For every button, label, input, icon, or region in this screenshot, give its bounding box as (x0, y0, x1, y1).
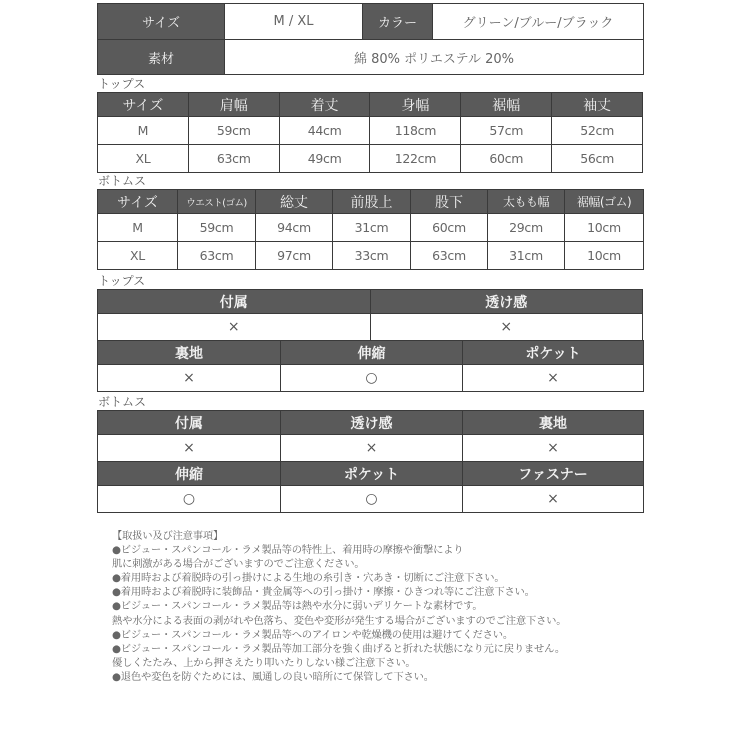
table-header-row (98, 290, 643, 314)
table-cell: × (463, 435, 644, 462)
table-cell: M (98, 117, 189, 145)
table-cell: 63cm (411, 242, 488, 270)
column-header: 透け感 (281, 411, 463, 435)
column-header: 股下 (411, 190, 488, 214)
column-header: ポケット (281, 462, 463, 486)
table-cell: 63cm (178, 242, 256, 270)
table-row (98, 486, 644, 513)
tops-options-table-row1 (97, 289, 643, 341)
column-header: 伸縮 (98, 462, 281, 486)
table-cell: × (370, 314, 643, 341)
care-notes (112, 529, 652, 684)
column-header: 総丈 (256, 190, 333, 214)
table-row (98, 314, 643, 341)
tops-size-table (97, 92, 643, 173)
table-cell: XL (98, 242, 178, 270)
note-line: 優しくたたみ、上から押さえたり叩いたりしない様ご注意下さい。 (112, 656, 416, 669)
table-cell: 56cm (552, 145, 643, 173)
table-cell: M (98, 214, 178, 242)
bottoms-size-label: ボトムス (98, 174, 147, 188)
tops-options-label: トップス (98, 274, 146, 288)
table-row (98, 214, 644, 242)
table-cell: 59cm (178, 214, 256, 242)
column-header: 着丈 (279, 93, 370, 117)
table-cell: 122cm (370, 145, 461, 173)
table-header-row (98, 411, 644, 435)
size-value: M / XL (225, 4, 363, 40)
table-cell: 60cm (461, 145, 552, 173)
table-cell: 33cm (333, 242, 411, 270)
note-line: ●着用時および着脱時に装飾品・貴金属等への引っ掛け・摩擦・ひきつれ等にご注意下さい。 (112, 586, 535, 599)
table-header-row (98, 93, 643, 117)
column-header: サイズ (98, 190, 178, 214)
table-cell: 60cm (411, 214, 488, 242)
column-header: 肩幅 (188, 93, 279, 117)
size-label: サイズ (98, 4, 225, 40)
tops-size-label: トップス (98, 77, 146, 91)
column-header: 前股上 (333, 190, 411, 214)
notes-title: 【取扱い及び注意事項】 (112, 530, 224, 542)
table-cell: 94cm (256, 214, 333, 242)
material-value: 綿 80% ポリエステル 20% (225, 40, 644, 75)
column-header: 袖丈 (552, 93, 643, 117)
bottoms-options-label: ボトムス (98, 395, 147, 409)
product-info (97, 3, 643, 513)
column-header: 裾幅 (461, 93, 552, 117)
bottoms-options-table (97, 410, 644, 513)
material-label: 素材 (98, 40, 225, 75)
note-line: ●退色や変色を防ぐためには、風通しの良い暗所にて保管して下さい。 (112, 670, 434, 683)
table-cell: 97cm (256, 242, 333, 270)
table-cell: ○ (281, 365, 463, 392)
column-header: 裾幅(ゴム) (565, 190, 644, 214)
table-cell: 49cm (279, 145, 370, 173)
note-line: ●ビジュー・スパンコール・ラメ製品等は熱や水分に弱いデリケートな素材です。 (112, 600, 483, 613)
table-row (98, 435, 644, 462)
column-header: ウエスト(ゴム) (178, 190, 256, 214)
tops-options-table-row2 (97, 340, 644, 392)
table-cell: 59cm (188, 117, 279, 145)
table-cell: 10cm (565, 214, 644, 242)
note-line: 肌に刺激がある場合がございますのでご注意ください。 (112, 558, 365, 571)
column-header: 裏地 (98, 341, 281, 365)
column-header: 裏地 (463, 411, 644, 435)
table-cell: XL (98, 145, 189, 173)
table-header-row (98, 462, 644, 486)
table-row (98, 145, 643, 173)
color-value: グリーン/ブルー/ブラック (433, 4, 644, 40)
table-row (98, 117, 643, 145)
table-cell: 52cm (552, 117, 643, 145)
column-header: 伸縮 (281, 341, 463, 365)
table-cell: ○ (98, 486, 281, 513)
note-line: 熱や水分による表面の剥がれや色落ち、変色や変形が発生する場合がございますのでご注意下さい。 (112, 614, 567, 627)
table-cell: × (98, 435, 281, 462)
table-cell: 31cm (488, 242, 565, 270)
table-cell: 10cm (565, 242, 644, 270)
column-header: 透け感 (370, 290, 643, 314)
table-cell: 44cm (279, 117, 370, 145)
table-header-row (98, 190, 644, 214)
table-cell: 57cm (461, 117, 552, 145)
table-cell: × (463, 365, 644, 392)
table-cell: 31cm (333, 214, 411, 242)
column-header: ファスナー (463, 462, 644, 486)
color-label: カラー (363, 4, 433, 40)
column-header: 付属 (98, 411, 281, 435)
table-header-row (98, 341, 644, 365)
column-header: サイズ (98, 93, 189, 117)
bottoms-size-table (97, 189, 644, 270)
table-cell: 118cm (370, 117, 461, 145)
spec-row-size-color (98, 4, 644, 40)
spec-table (97, 3, 644, 75)
table-cell: ○ (281, 486, 463, 513)
column-header: ポケット (463, 341, 644, 365)
column-header: 付属 (98, 290, 371, 314)
table-cell: × (281, 435, 463, 462)
spec-row-material (98, 40, 644, 75)
note-line: ●ビジュー・スパンコール・ラメ製品等へのアイロンや乾燥機の使用は避けてください。 (112, 628, 513, 641)
note-line: ●ビジュー・スパンコール・ラメ製品等の特性上、着用時の摩擦や衝撃により (112, 544, 464, 557)
column-header: 太もも幅 (488, 190, 565, 214)
table-cell: 63cm (188, 145, 279, 173)
note-line: ●ビジュー・スパンコール・ラメ製品等加工部分を強く曲げると折れた状態になり元に戻りません。 (112, 642, 565, 655)
column-header: 身幅 (370, 93, 461, 117)
table-cell: × (463, 486, 644, 513)
table-cell: × (98, 314, 371, 341)
table-row (98, 242, 644, 270)
table-cell: 29cm (488, 214, 565, 242)
table-row (98, 365, 644, 392)
note-line: ●着用時および着脱時の引っ掛けによる生地の糸引き・穴あき・切断にご注意下さい。 (112, 572, 505, 585)
table-cell: × (98, 365, 281, 392)
